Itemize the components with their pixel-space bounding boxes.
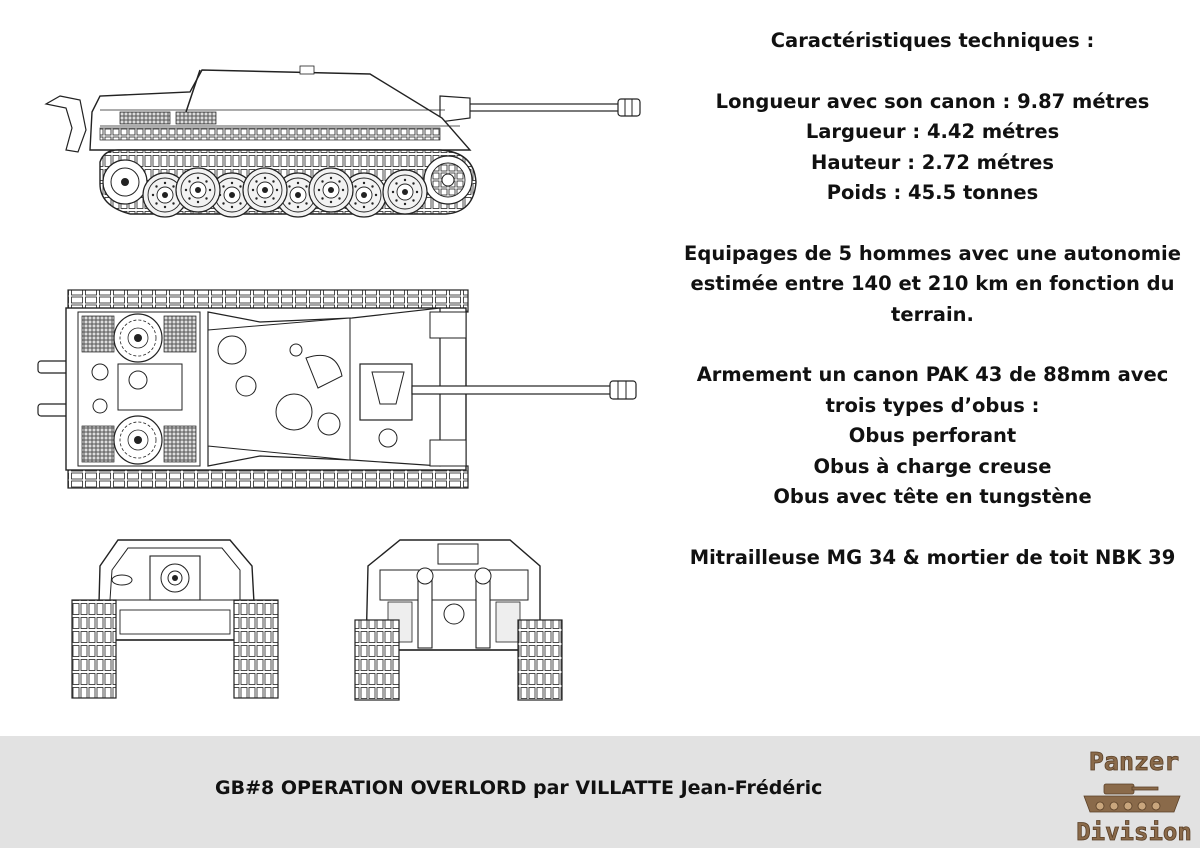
panzer-division-logo [1070, 738, 1198, 846]
spec-armament-line-2: trois types d’obus : [825, 393, 1040, 417]
spec-armament-shell-1: Obus perforant [848, 424, 1017, 447]
logo-text-top: Panzer [1088, 747, 1180, 776]
spec-armament-shell-2: Obus à charge creuse [813, 454, 1052, 478]
tank-top-view [38, 290, 636, 488]
tank-side-view [46, 66, 640, 217]
tank-rear-view [355, 540, 562, 700]
logo-text-bottom: Division [1076, 818, 1192, 846]
spec-weight: Poids : 45.5 tonnes [826, 181, 1039, 204]
specifications-text [660, 26, 1200, 573]
spec-height: Hauteur : 2.72 métres [811, 150, 1054, 174]
spec-crew-line-2: estimée entre 140 et 210 km en fonction du [690, 272, 1175, 295]
spec-width: Largueur : 4.42 métres [805, 120, 1060, 143]
tank-blueprint-drawings [0, 0, 660, 730]
footer-title: GB#8 OPERATION OVERLORD par VILLATTE Jean-Frédéric [215, 777, 823, 799]
spec-crew-line-1: Equipages de 5 hommes avec une autonomie [684, 241, 1181, 265]
logo-tank-icon [1084, 784, 1180, 812]
spec-length: Longueur avec son canon : 9.87 métres [715, 89, 1150, 113]
tank-front-view [72, 540, 278, 698]
spec-secondary-armament: Mitrailleuse MG 34 & mortier de toit NBK 39 [689, 545, 1176, 569]
spec-crew-line-3: terrain. [891, 302, 974, 326]
specs-title: Caractéristiques techniques : [770, 29, 1095, 52]
spec-armament-line-1: Armement un canon PAK 43 de 88mm avec [696, 363, 1169, 386]
spec-armament-shell-3: Obus avec tête en tungstène [773, 485, 1092, 508]
